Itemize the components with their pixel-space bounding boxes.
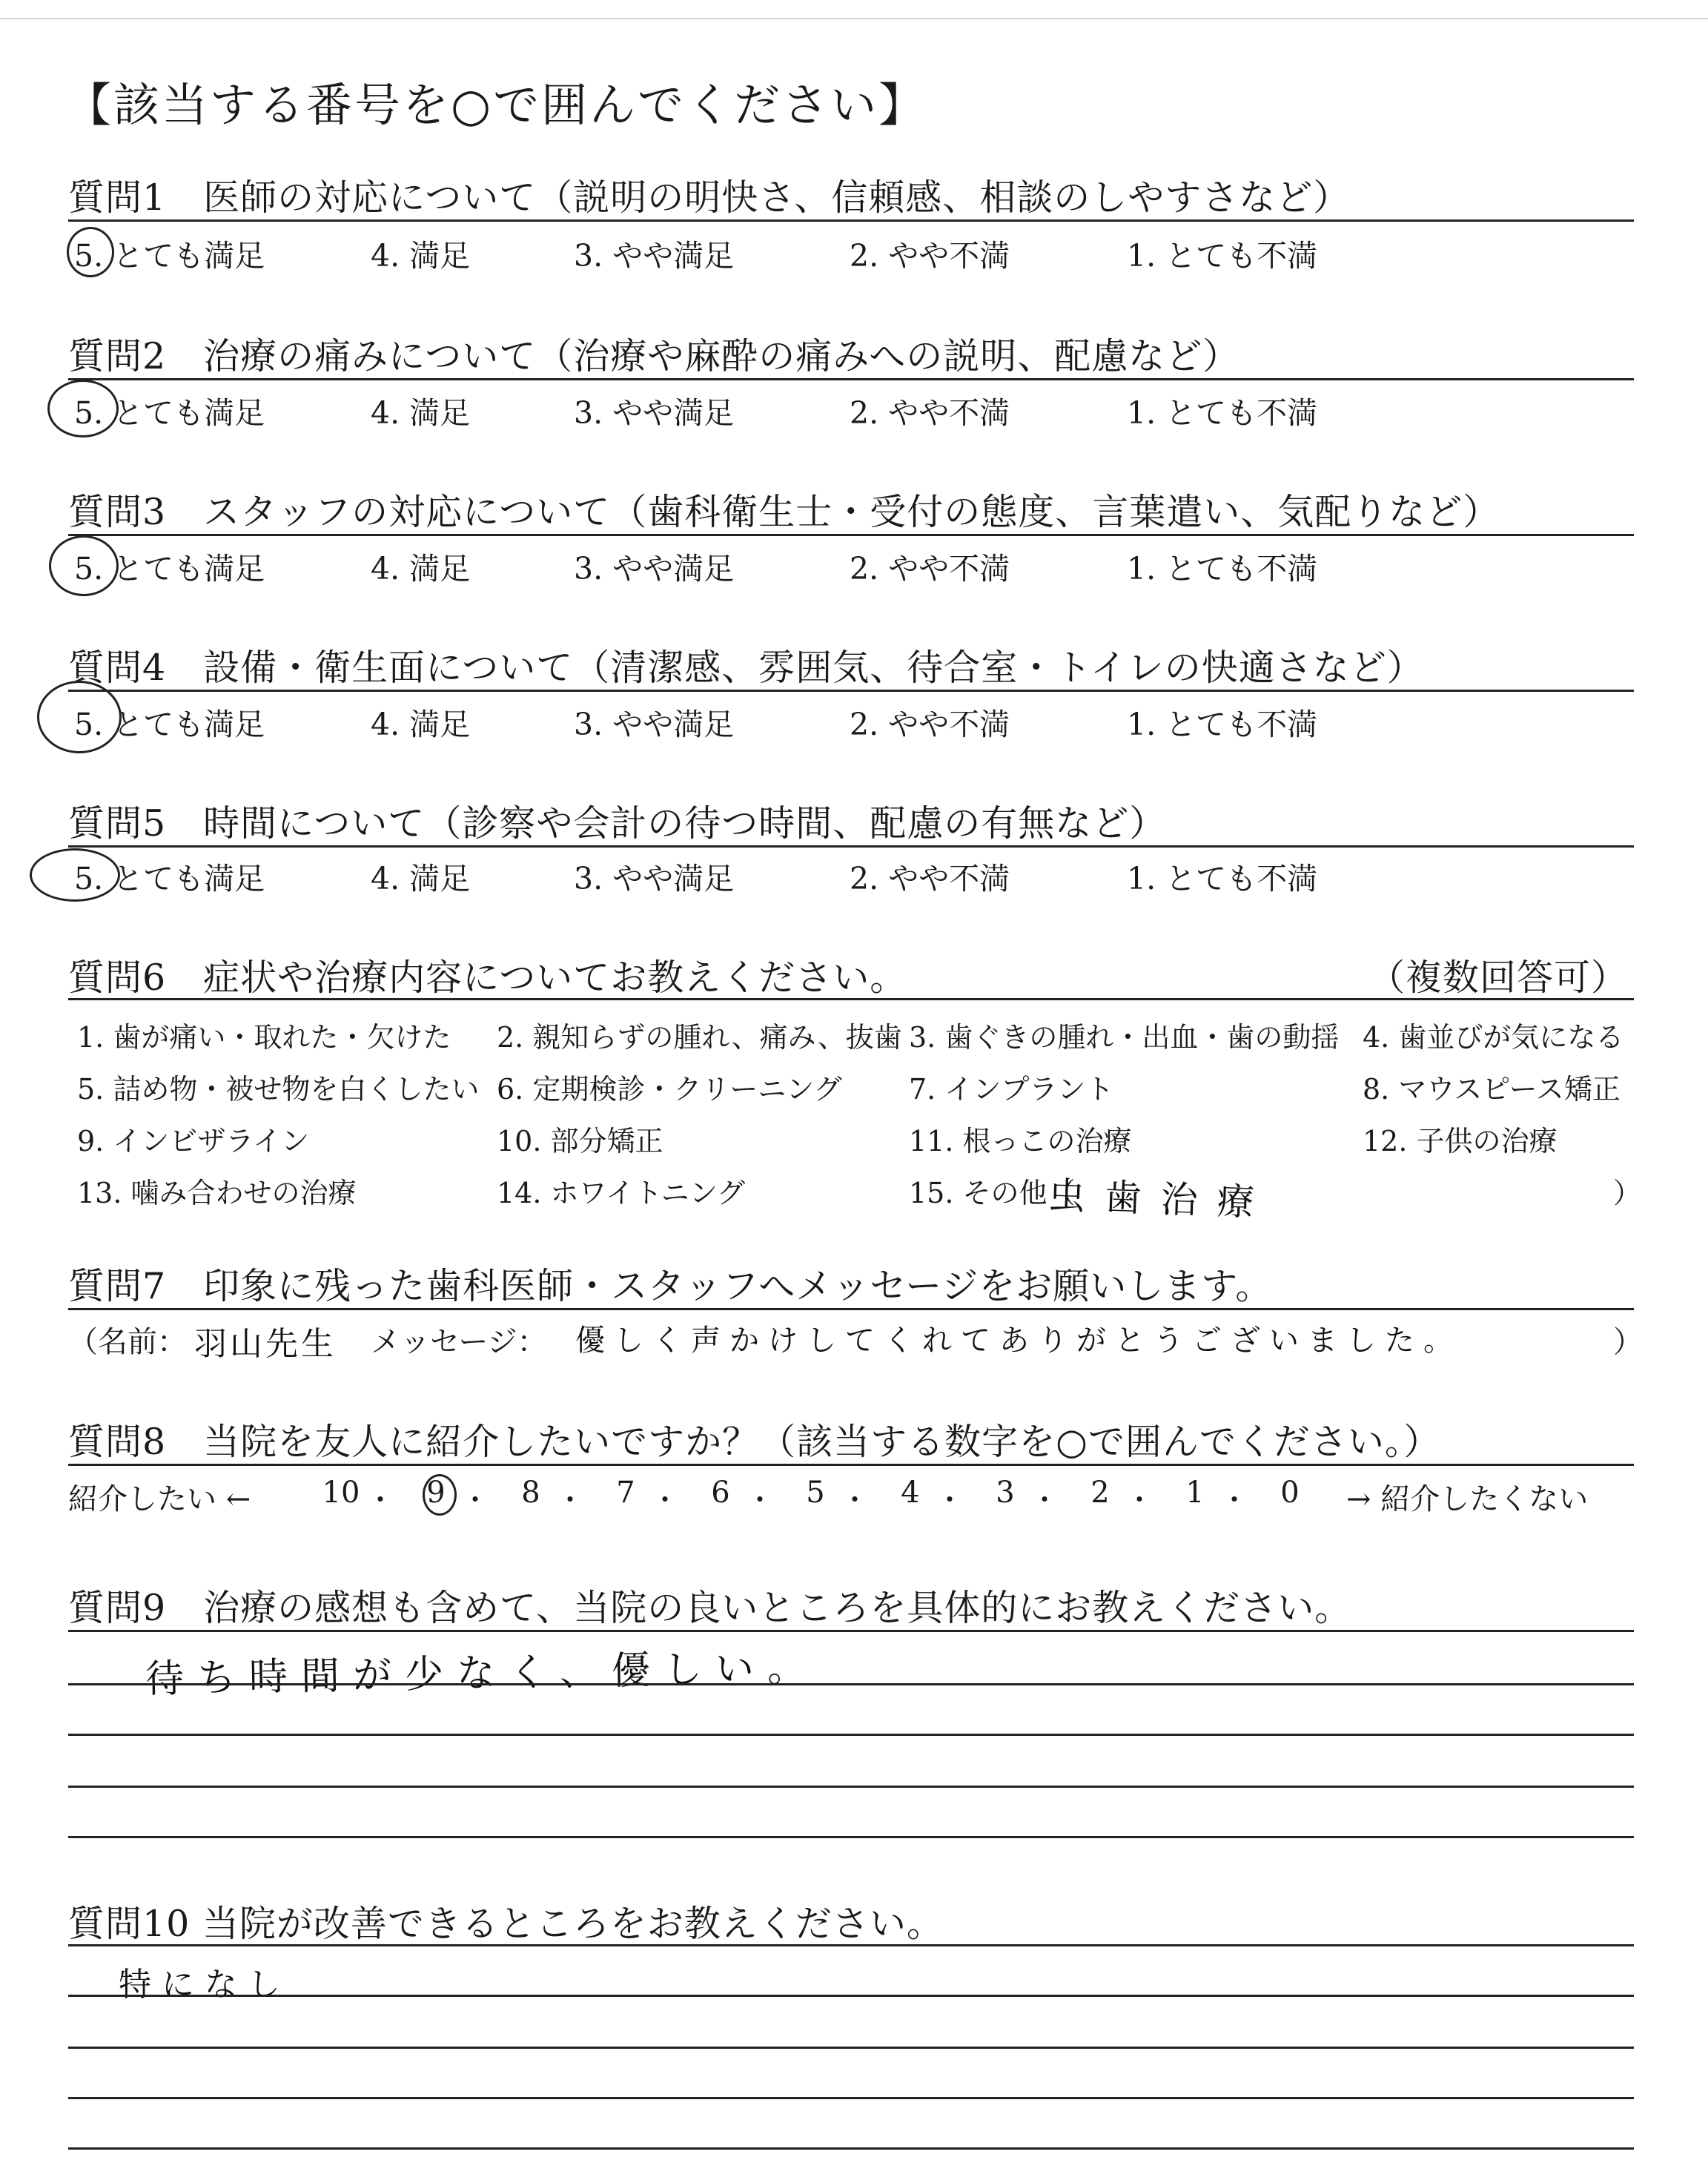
question-9-rule xyxy=(68,1630,1634,1632)
question-8-title: 質問8 当院を友人に紹介したいですか？（該当する数字を○で囲んでください。） xyxy=(68,1421,1441,1463)
q4-option-5[interactable]: 5. とても満足 xyxy=(74,707,265,742)
question-1-rule xyxy=(68,219,1634,222)
q4-option-2[interactable]: 2. やや不満 xyxy=(850,707,1010,742)
q8-number-10[interactable]: 10 xyxy=(322,1476,360,1510)
question-1-title: 質問1 医師の対応について（説明の明快さ、信頼感、相談のしやすさなど） xyxy=(68,176,1351,219)
q3-option-5[interactable]: 5. とても満足 xyxy=(74,551,265,587)
q8-separator: ・ xyxy=(936,1484,964,1516)
q6-item-15[interactable]: 15. その他（ xyxy=(909,1177,1076,1209)
q2-option-3[interactable]: 3. やや満足 xyxy=(574,395,735,431)
q2-selection-circle xyxy=(47,380,119,437)
question-4-rule xyxy=(68,690,1634,692)
q6-item-8[interactable]: 8. マウスピース矯正 xyxy=(1363,1073,1621,1106)
q6-item-14[interactable]: 14. ホワイトニング xyxy=(497,1177,746,1209)
q6-item-2[interactable]: 2. 親知らずの腫れ、痛み、抜歯 xyxy=(497,1021,902,1054)
q8-separator: ・ xyxy=(746,1484,775,1516)
q9-line-3 xyxy=(68,1786,1634,1788)
q6-other-handwritten: 虫歯治療 xyxy=(1047,1174,1274,1225)
q8-separator: ・ xyxy=(461,1484,490,1516)
q8-number-8[interactable]: 8 xyxy=(521,1476,540,1510)
q2-option-1[interactable]: 1. とても不満 xyxy=(1127,395,1318,431)
q1-option-1[interactable]: 1. とても不満 xyxy=(1127,238,1318,274)
q2-option-4[interactable]: 4. 満足 xyxy=(371,395,471,431)
q8-number-3[interactable]: 3 xyxy=(996,1476,1015,1510)
q8-separator: ・ xyxy=(1030,1484,1059,1516)
q1-selection-circle xyxy=(67,227,114,277)
q8-number-0[interactable]: 0 xyxy=(1280,1476,1300,1510)
q10-line-2 xyxy=(68,2047,1634,2049)
q10-line-3 xyxy=(68,2097,1634,2099)
page-title: 【該当する番号を○で囲んでください】 xyxy=(65,78,927,132)
q2-option-2[interactable]: 2. やや不満 xyxy=(850,395,1010,431)
q8-separator: ・ xyxy=(366,1484,395,1516)
question-7-title: 質問7 印象に残った歯科医師・スタッフへメッセージをお願いします。 xyxy=(68,1265,1273,1307)
q8-separator: ・ xyxy=(1220,1484,1249,1516)
q8-right-label: → 紹介したくない xyxy=(1346,1482,1589,1516)
q8-number-4[interactable]: 4 xyxy=(901,1476,920,1510)
question-10-title: 質問10 当院が改善できるところをお教えください。 xyxy=(68,1903,944,1945)
q5-option-2[interactable]: 2. やや不満 xyxy=(850,861,1010,896)
q6-item-6[interactable]: 6. 定期検診・クリーニング xyxy=(497,1073,842,1106)
q9-line-2 xyxy=(68,1734,1634,1736)
q4-option-4[interactable]: 4. 満足 xyxy=(371,707,471,742)
q4-option-1[interactable]: 1. とても不満 xyxy=(1127,707,1318,742)
question-5-rule xyxy=(68,845,1634,848)
q7-message-handwritten: 優しく声かけしてくれてありがとうございました。 xyxy=(575,1324,1462,1358)
q8-separator: ・ xyxy=(841,1484,870,1516)
q5-option-5[interactable]: 5. とても満足 xyxy=(74,861,265,896)
question-7-rule xyxy=(68,1308,1634,1310)
q6-other-close: ） xyxy=(1613,1177,1642,1209)
q8-selection-circle xyxy=(423,1474,457,1516)
q5-selection-circle xyxy=(30,848,120,902)
q8-separator: ・ xyxy=(556,1484,585,1516)
q6-item-10[interactable]: 10. 部分矯正 xyxy=(497,1125,663,1157)
q4-option-3[interactable]: 3. やや満足 xyxy=(574,707,735,742)
q6-item-1[interactable]: 1. 歯が痛い・取れた・欠けた xyxy=(77,1021,451,1054)
q8-number-9[interactable]: 9 xyxy=(426,1476,446,1510)
q5-option-4[interactable]: 4. 満足 xyxy=(371,861,471,896)
q6-item-11[interactable]: 11. 根っこの治療 xyxy=(909,1125,1132,1157)
q6-item-5[interactable]: 5. 詰め物・被せ物を白くしたい xyxy=(77,1073,480,1106)
q3-option-3[interactable]: 3. やや満足 xyxy=(574,551,735,587)
question-8-rule xyxy=(68,1464,1634,1466)
q2-option-5[interactable]: 5. とても満足 xyxy=(74,395,265,431)
q3-selection-circle xyxy=(49,535,119,596)
q1-option-2[interactable]: 2. やや不満 xyxy=(850,238,1010,274)
question-6-note: （複数回答可） xyxy=(1368,957,1629,999)
question-5-title: 質問5 時間について（診察や会計の待つ時間、配慮の有無など） xyxy=(68,802,1167,845)
question-6-rule xyxy=(68,998,1634,1000)
q8-number-5[interactable]: 5 xyxy=(806,1476,825,1510)
q8-number-7[interactable]: 7 xyxy=(616,1476,635,1510)
q6-item-7[interactable]: 7. インプラント xyxy=(909,1073,1114,1106)
question-2-rule xyxy=(68,378,1634,380)
question-6-title: 質問6 症状や治療内容についてお教えください。 xyxy=(68,957,907,999)
q5-option-3[interactable]: 3. やや満足 xyxy=(574,861,735,896)
q10-handwritten-answer: 特になし xyxy=(119,1966,291,2004)
q3-option-4[interactable]: 4. 満足 xyxy=(371,551,471,587)
q8-separator: ・ xyxy=(651,1484,680,1516)
q6-item-4[interactable]: 4. 歯並びが気になる xyxy=(1363,1021,1624,1054)
q3-option-1[interactable]: 1. とても不満 xyxy=(1127,551,1318,587)
question-4-title: 質問4 設備・衛生面について（清潔感、雰囲気、待合室・トイレの快適さなど） xyxy=(68,647,1424,689)
q8-number-6[interactable]: 6 xyxy=(711,1476,730,1510)
q6-item-13[interactable]: 13. 噛み合わせの治療 xyxy=(77,1177,357,1209)
q7-close: ） xyxy=(1613,1325,1643,1359)
question-10-rule xyxy=(68,1944,1634,1946)
q9-line-4 xyxy=(68,1836,1634,1838)
q1-option-5[interactable]: 5. とても満足 xyxy=(74,238,265,274)
question-9-title: 質問9 治療の感想も含めて、当院の良いところを具体的にお教えください。 xyxy=(68,1587,1352,1629)
q7-message-label: メッセージ： xyxy=(371,1325,547,1359)
q6-item-3[interactable]: 3. 歯ぐきの腫れ・出血・歯の動揺 xyxy=(909,1021,1340,1054)
q6-item-9[interactable]: 9. インビザライン xyxy=(77,1125,310,1157)
q10-line-1 xyxy=(68,1995,1634,1997)
q6-item-12[interactable]: 12. 子供の治療 xyxy=(1363,1125,1558,1157)
question-3-title: 質問3 スタッフの対応について（歯科衛生士・受付の態度、言葉遣い、気配りなど） xyxy=(68,491,1500,533)
q8-left-label: 紹介したい ← xyxy=(68,1482,251,1516)
q1-option-4[interactable]: 4. 満足 xyxy=(371,238,471,274)
q4-selection-circle xyxy=(37,681,122,753)
q1-option-3[interactable]: 3. やや満足 xyxy=(574,238,735,274)
scan-top-edge xyxy=(0,18,1708,19)
q9-line-1 xyxy=(68,1683,1634,1685)
q9-handwritten-answer: 待ち時間が少なく、優しい。 xyxy=(145,1645,820,1702)
question-2-title: 質問2 治療の痛みについて（治療や麻酔の痛みへの説明、配慮など） xyxy=(68,335,1240,377)
q7-name-handwritten: 羽山先生 xyxy=(194,1325,337,1363)
q3-option-2[interactable]: 2. やや不満 xyxy=(850,551,1010,587)
q7-name-label: （名前： xyxy=(68,1325,187,1359)
q5-option-1[interactable]: 1. とても不満 xyxy=(1127,861,1318,896)
question-3-rule xyxy=(68,534,1634,536)
q8-number-1[interactable]: 1 xyxy=(1185,1476,1205,1510)
q8-number-2[interactable]: 2 xyxy=(1090,1476,1110,1510)
q8-separator: ・ xyxy=(1125,1484,1154,1516)
q10-line-4 xyxy=(68,2147,1634,2150)
